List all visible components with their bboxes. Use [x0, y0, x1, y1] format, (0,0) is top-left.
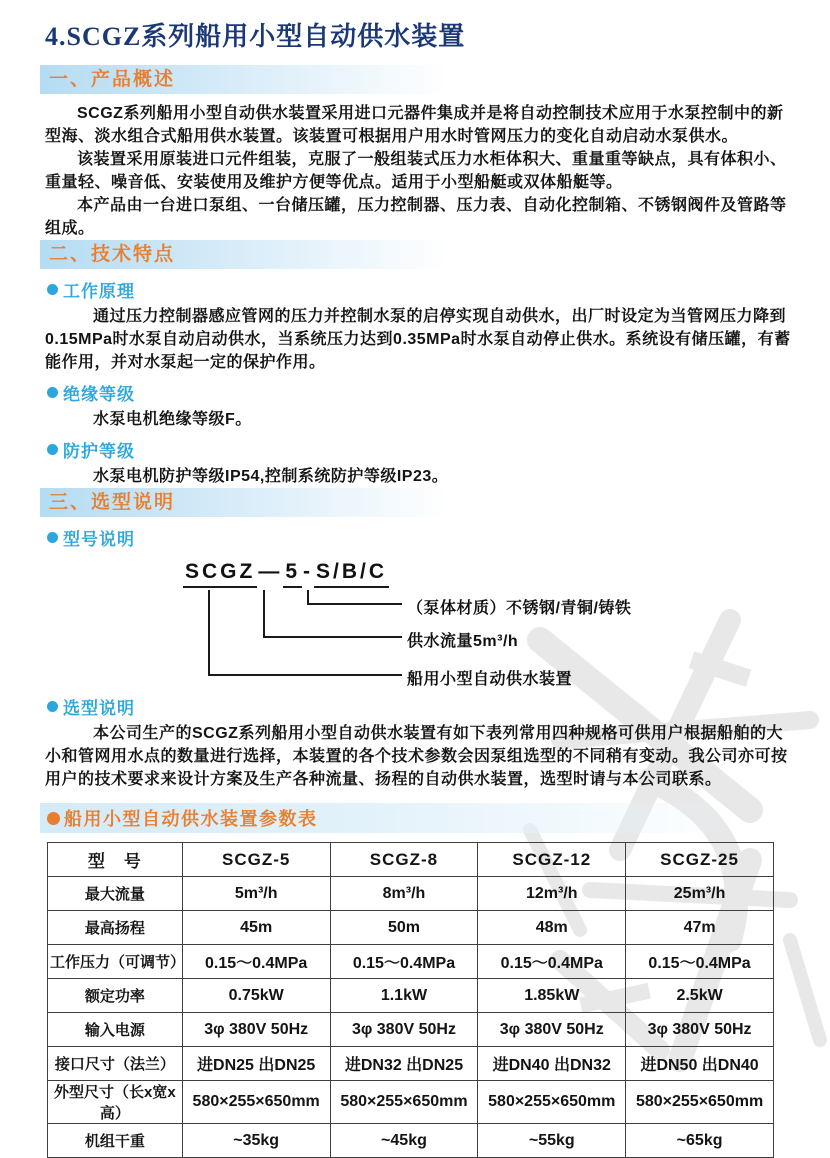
- blue-bullet-icon: [47, 284, 58, 295]
- table-cell: 12m³/h: [478, 877, 626, 911]
- table-cell: 0.75kW: [182, 979, 330, 1013]
- table-cell: 25m³/h: [626, 877, 774, 911]
- model-material-segment: S/B/C: [314, 560, 389, 588]
- table-cell: 50m: [330, 911, 478, 945]
- blue-bullet-icon: [47, 701, 58, 712]
- table-row: [48, 1013, 774, 1047]
- parameter-table-heading: 船用小型自动供水装置参数表: [64, 809, 318, 829]
- table-cell: 47m: [626, 911, 774, 945]
- table-cell: 580×255×650mm: [330, 1081, 478, 1124]
- table-cell: 0.15～0.4MPa: [182, 945, 330, 979]
- table-row: [48, 877, 774, 911]
- feature-text-insulation-class: 水泵电机绝缘等级F。: [93, 411, 252, 428]
- selection-guide-label-row: [47, 694, 792, 719]
- feature-item-working-principle: [47, 277, 792, 302]
- table-cell: ~65kg: [626, 1124, 774, 1158]
- column-header: SCGZ-25: [626, 843, 774, 877]
- table-cell: 580×255×650mm: [626, 1081, 774, 1124]
- row-label: 外型尺寸（长x宽x高）: [48, 1081, 183, 1124]
- table-row: [48, 1081, 774, 1124]
- table-cell: 进DN25 出DN25: [182, 1047, 330, 1081]
- section-heading-selection: 三、选型说明: [40, 488, 469, 517]
- row-label: 输入电源: [48, 1013, 183, 1047]
- parameter-table-header: [48, 843, 774, 877]
- parameter-table-body: [48, 877, 774, 1158]
- table-cell: 5m³/h: [182, 877, 330, 911]
- overview-paragraph-3: 本产品由一台进口泵组、一台储压罐，压力控制器、压力表、自动化控制箱、不锈钢阀件及管路等组成。: [45, 197, 787, 237]
- parameter-table: [47, 842, 774, 1158]
- table-cell: 2.5kW: [626, 979, 774, 1013]
- feature-text-protection-class: 水泵电机防护等级IP54,控制系统防护等级IP23。: [93, 468, 449, 485]
- table-row: [48, 911, 774, 945]
- table-cell: 580×255×650mm: [478, 1081, 626, 1124]
- feature-label-insulation-class: 绝缘等级: [63, 385, 135, 404]
- row-label: 最大流量: [48, 877, 183, 911]
- model-note-flow: 供水流量5m³/h: [407, 633, 519, 650]
- blue-bullet-icon: [47, 532, 58, 543]
- row-label: 额定功率: [48, 979, 183, 1013]
- model-code-label: 型号说明: [63, 530, 135, 549]
- table-cell: 1.85kW: [478, 979, 626, 1013]
- column-header: SCGZ-5: [182, 843, 330, 877]
- table-cell: 45m: [182, 911, 330, 945]
- table-cell: 580×255×650mm: [182, 1081, 330, 1124]
- table-row: [48, 945, 774, 979]
- table-cell: 进DN50 出DN40: [626, 1047, 774, 1081]
- parameter-table-heading-row: [40, 803, 780, 833]
- row-label: 接口尺寸（法兰）: [48, 1047, 183, 1081]
- feature-text-working-principle: 通过压力控制器感应管网的压力并控制水泵的启停实现自动供水，出厂时设定为当管网压力降到0.15MPa时水泵自动启动供水，当系统压力达到0.35MPa时水泵自动停止供水。系统设有储压罐，有蓄能作用，并对水泵起一定的保护作用。: [45, 308, 791, 371]
- table-cell: 3φ 380V 50Hz: [182, 1013, 330, 1047]
- table-cell: ~55kg: [478, 1124, 626, 1158]
- feature-item-protection-class: [47, 437, 792, 462]
- blue-bullet-icon: [47, 444, 58, 455]
- selection-guide-text: 本公司生产的SCGZ系列船用小型自动供水装置有如下表列常用四种规格可供用户根据船舶的大小和管网用水点的数量进行选择，本装置的各个技术参数会因泵组选型的不同稍有变动。我公司亦可按用户的技术要求来设计方案及生产各种流量、扬程的自动供水装置，选型时请与本公司联系。: [45, 725, 788, 788]
- model-note-material: （泵体材质）不锈钢/青铜/铸铁: [407, 600, 632, 617]
- table-cell: 8m³/h: [330, 877, 478, 911]
- model-dash: —: [258, 560, 283, 583]
- table-cell: 1.1kW: [330, 979, 478, 1013]
- table-cell: ~45kg: [330, 1124, 478, 1158]
- table-header-row: [48, 843, 774, 877]
- row-label: 工作压力（可调节）: [48, 945, 183, 979]
- diagram-connector-line: [307, 590, 402, 605]
- table-cell: 3φ 380V 50Hz: [626, 1013, 774, 1047]
- row-label: 最高扬程: [48, 911, 183, 945]
- feature-label-protection-class: 防护等级: [63, 442, 135, 461]
- table-row: [48, 1124, 774, 1158]
- row-label: 机组干重: [48, 1124, 183, 1158]
- orange-bullet-icon: [47, 812, 60, 825]
- column-header: SCGZ-12: [478, 843, 626, 877]
- table-cell: 0.15～0.4MPa: [478, 945, 626, 979]
- page-title: 4.SCGZ系列船用小型自动供水装置: [45, 22, 466, 51]
- table-cell: 3φ 380V 50Hz: [330, 1013, 478, 1047]
- model-code-diagram: [183, 560, 792, 688]
- table-cell: 0.15～0.4MPa: [626, 945, 774, 979]
- model-code-label-row: [47, 525, 792, 550]
- model-code-text: [183, 560, 792, 584]
- table-cell: 0.15～0.4MPa: [330, 945, 478, 979]
- table-cell: 进DN32 出DN25: [330, 1047, 478, 1081]
- blue-bullet-icon: [47, 387, 58, 398]
- feature-label-working-principle: 工作原理: [63, 282, 135, 301]
- overview-paragraph-2: 该装置采用原装进口元件组装，克服了一般组装式压力水柜体积大、重量重等缺点，具有体积小、重量轻、噪音低、安装使用及维护方便等优点。适用于小型船艇或双体船艇等。: [45, 151, 787, 191]
- overview-paragraph-1: SCGZ系列船用小型自动供水装置采用进口元器件集成并是将自动控制技术应用于水泵控制中的新型海、淡水组合式船用供水装置。该装置可根据用户用水时管网压力的变化自动启动水泵供水。: [45, 105, 784, 145]
- table-cell: 进DN40 出DN32: [478, 1047, 626, 1081]
- section-heading-overview: 一、产品概述: [40, 65, 469, 94]
- selection-guide-label: 选型说明: [63, 699, 135, 718]
- table-cell: 48m: [478, 911, 626, 945]
- table-cell: ~35kg: [182, 1124, 330, 1158]
- feature-item-insulation-class: [47, 380, 792, 405]
- model-series-segment: SCGZ: [183, 560, 257, 588]
- table-row: [48, 979, 774, 1013]
- section-heading-features: 二、技术特点: [40, 240, 469, 269]
- table-cell: 3φ 380V 50Hz: [478, 1013, 626, 1047]
- column-header: SCGZ-8: [330, 843, 478, 877]
- column-header-model: 型 号: [48, 843, 183, 877]
- model-flow-segment: 5: [283, 560, 302, 588]
- model-dash: -: [303, 560, 314, 583]
- model-note-device: 船用小型自动供水装置: [407, 671, 573, 688]
- table-row: [48, 1047, 774, 1081]
